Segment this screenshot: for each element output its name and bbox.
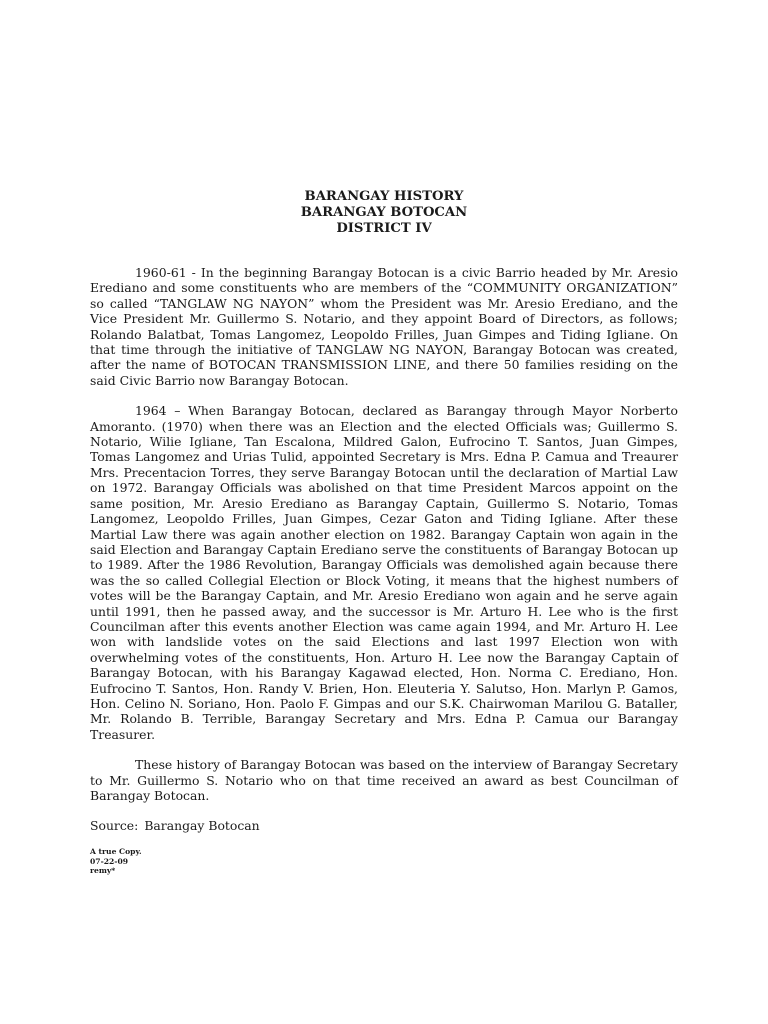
copy-date: 07-22-09 <box>90 856 129 866</box>
source-value: Barangay Botocan <box>144 818 260 834</box>
paragraph-interview: These history of Barangay Botocan was based on the interview of Barangay Secretary to Mr. Guillermo S. Notario who on that time received an award as best Councilman of Barangay Botocan. <box>90 757 678 803</box>
title-line-2: BARANGAY BOTOCAN <box>300 205 468 220</box>
document-title <box>90 189 678 237</box>
paragraph-1964: 1964 – When Barangay Botocan, declared as Barangay through Mayor Norberto Amoranto. (1970) when there was an Election and the elected Officials was; Guillermo S. Notario, Wilie Igliane, Tan Escalona, Mildred Galon, Eufrocino T. Santos, Juan Gimpes, Tomas Langomez and Urias Tulid, appointed Secretary is Mrs. Edna P. Camua and Treaurer Mrs. Precentacion Torres, they serve Barangay Botocan until the declaration of Martial Law on 1972. Barangay Officials was abolished on that time President Marcos appoint on the same position, Mr. Aresio Erediano as Barangay Captain, Guillermo S. Notario, Tomas Langomez, Leopoldo Frilles, Juan Gimpes, Cezar Gaton and Tiding Igliane. After these Martial Law there was again another election on 1982. Barangay Captain won again in the said Election and Barangay Captain Erediano serve the constituents of Barangay Botocan up to 1989. After the 1986 Revolution, Barangay Officials was demolished again because there was the so called Collegial Election or Block Voting, it means that the highest numbers of votes will be the Barangay Captain, and Mr. Aresio Erediano won again and he serve again until 1991, then he passed away, and the successor is Mr. Arturo H. Lee who is the first Councilman after this events another Election was came again 1994, and Mr. Arturo H. Lee won with landslide votes on the said Elections and last 1997 Election won with overwhelming votes of the constituents, Hon. Arturo H. Lee now the Barangay Captain of Barangay Botocan, with his Barangay Kagawad elected, Hon. Norma C. Erediano, Hon. Eufrocino T. Santos, Hon. Randy V. Brien, Hon. Eleuteria Y. Salutso, Hon. Marlyn P. Gamos, Hon. Celino N. Soriano, Hon. Paolo F. Gimpas and our S.K. Chairwoman Marilou G. Bataller, Mr. Rolando B. Terrible, Barangay Secretary and Mrs. Edna P. Camua our Barangay Treasurer. <box>90 403 678 742</box>
title-line-1: BARANGAY HISTORY <box>304 189 464 204</box>
copy-initials: remy* <box>90 866 116 876</box>
certification-note <box>90 847 678 876</box>
paragraph-1960: 1960-61 - In the beginning Barangay Botocan is a civic Barrio headed by Mr. Aresio Erediano and some constituents who are members of the “COMMUNITY ORGANIZATION” so called “TANGLAW NG NAYON” whom the President was Mr. Aresio Erediano, and the Vice President Mr. Guillermo S. Notario, and they appoint Board of Directors, as follows; Rolando Balatbat, Tomas Langomez, Leopoldo Frilles, Juan Gimpes and Tiding Igliane. On that time through the initiative of TANGLAW NG NAYON, Barangay Botocan was created, after the name of BOTOCAN TRANSMISSION LINE, and there 50 families residing on the said Civic Barrio now Barangay Botocan. <box>90 265 678 388</box>
source-line <box>90 818 678 833</box>
document-body <box>90 265 678 803</box>
true-copy-text: A true Copy. <box>90 847 142 857</box>
source-label: Source: <box>90 818 139 834</box>
title-line-3: DISTRICT IV <box>336 221 432 236</box>
